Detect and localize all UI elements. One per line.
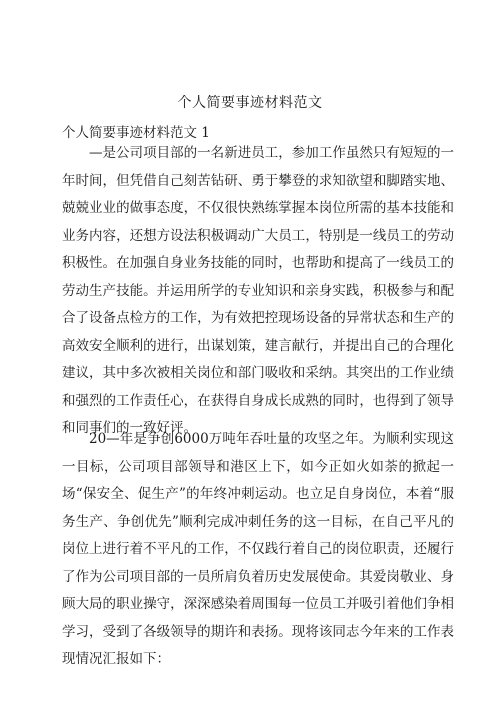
section-heading: 个人简要事迹材料范文 1 [62, 125, 210, 141]
body-paragraph: 20—年是争创6000万吨年吞吐量的攻坚之年。为顺利实现这一目标，公司项目部领导和港区上下，如今正如火如荼的掀起一场“保安全、促生产”的年终冲刺运动。也立足自身岗位，本着“服务生产、争创优先”顺利完成冲刺任务的这一目标，在自己平凡的岗位上进行着不平凡的工作，不仅践行着自己的岗位职责，还履行了作为公司项目部的一员所肩负着历史发展使命。其爱岗敬业、身顾大局的职业操守，深深感染着周围每一位员工并吸引着他们争相学习，受到了各级领导的期许和表扬。现将该同志今年来的工作表现情况汇报如下： [62, 431, 454, 667]
document-title: 个人简要事迹材料范文 [177, 95, 323, 111]
body-paragraph: —是公司项目部的一名新进员工，参加工作虽然只有短短的一年时间，但凭借自己刻苦钻研、勇于攀登的求知欲望和脚踏实地、兢兢业业的做事态度，不仅很快熟练掌握本岗位所需的基本技能和业务内容，还想方设法积极调动广大员工，特别是一线员工的劳动积极性。在加强自身业务技能的同时，也帮助和提高了一线员工的劳动生产技能。并运用所学的专业知识和亲身实践，积极参与和配合了设备点检方的工作，为有效把控现场设备的异常状态和生产的高效安全顺利的进行，出谋划策，建言献行，并提出自己的合理化建议，其中多次被相关岗位和部门吸收和采纳。其突出的工作业绩和强烈的工作责任心，在获得自身成长成熟的同时，也得到了领导和同事们的一致好评。 [62, 145, 454, 436]
